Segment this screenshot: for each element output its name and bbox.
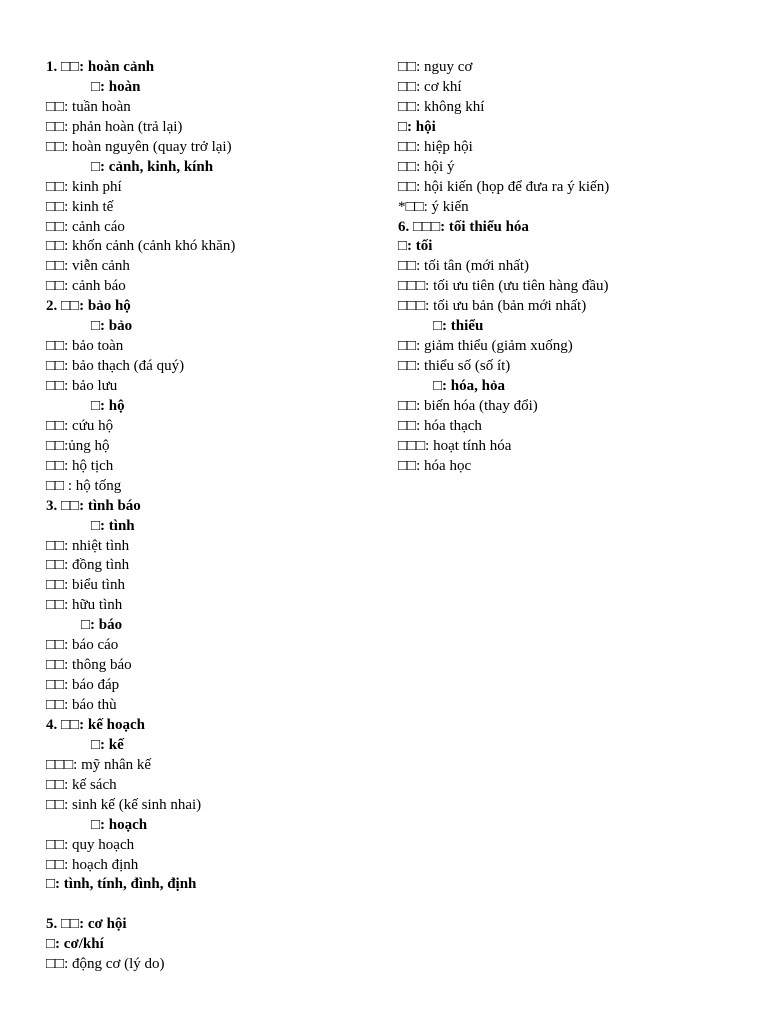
- vocab-entry: □□: tối tân (mới nhất): [398, 258, 530, 275]
- section-heading: □: hội: [398, 118, 436, 135]
- vocab-entry: □□ : hộ tống: [46, 477, 122, 494]
- vocab-entry: □□□: tối ưu tiên (ưu tiên hàng đầu): [398, 278, 609, 295]
- section-heading: 4. □□: kế hoạch: [46, 716, 145, 733]
- vocab-entry: □□: bảo thạch (đá quý): [46, 358, 185, 375]
- vocab-entry: □□: thông báo: [46, 657, 132, 674]
- section-heading: □: cơ/khí: [46, 936, 104, 953]
- right-column: [398, 58, 738, 477]
- section-heading: □: cảnh, kinh, kính: [91, 158, 214, 175]
- vocab-entry: □□□: hoạt tính hóa: [398, 437, 512, 454]
- section-heading: □: tình, tính, đình, định: [46, 876, 197, 893]
- vocab-entry: □□: hộ tịch: [46, 457, 114, 474]
- vocab-entry: □□: biểu tình: [46, 577, 125, 594]
- vocab-entry: □□: phản hoàn (trả lại): [46, 118, 183, 135]
- vocab-entry: □□: cơ khí: [398, 78, 462, 95]
- vocab-entry: □□: không khí: [398, 98, 485, 115]
- section-heading: 5. □□: cơ hội: [46, 916, 127, 933]
- vocab-entry: *□□: ý kiến: [398, 198, 469, 215]
- vocab-entry: □□□: mỹ nhân kế: [46, 756, 152, 773]
- vocab-entry: □□: nhiệt tình: [46, 537, 130, 554]
- section-heading: □: kế: [91, 736, 124, 753]
- vocab-entry: □□: tuần hoàn: [46, 98, 131, 115]
- section-heading: 2. □□: bảo hộ: [46, 298, 131, 315]
- section-heading: □: tối: [398, 238, 433, 255]
- vocab-entry: □□: cảnh cáo: [46, 218, 125, 235]
- vocab-entry: □□: bảo lưu: [46, 378, 118, 394]
- vocab-entry: □□□: tối ưu bản (bản mới nhất): [398, 298, 587, 315]
- vocab-entry: □□: nguy cơ: [398, 59, 473, 75]
- vocab-entry: □□: khốn cảnh (cảnh khó khăn): [46, 238, 236, 255]
- vocab-entry: □□: thiểu số (số ít): [398, 358, 511, 375]
- vocab-entry: □□: hoàn nguyên (quay trở lại): [46, 138, 232, 155]
- vocab-entry: □□: hoạch định: [46, 856, 139, 873]
- vocab-entry: □□: hiệp hội: [398, 138, 473, 155]
- vocab-entry: □□: quy hoạch: [46, 836, 135, 853]
- blank-line: [46, 895, 386, 915]
- vocab-entry: □□: báo đáp: [46, 677, 120, 694]
- section-heading: □: hóa, hỏa: [433, 378, 505, 394]
- left-column: [46, 58, 386, 975]
- section-heading: 6. □□□: tối thiểu hóa: [398, 218, 529, 235]
- vocab-entry: □□: hóa thạch: [398, 417, 482, 434]
- vocab-entry: □□: đồng tình: [46, 557, 130, 574]
- vocab-entry: □□: báo thù: [46, 697, 117, 713]
- vocab-entry: □□: kế sách: [46, 776, 117, 793]
- section-heading: □: hoàn: [91, 78, 141, 95]
- vocab-entry: □□: hội kiến (họp để đưa ra ý kiến): [398, 178, 610, 195]
- section-heading: □: thiểu: [433, 318, 484, 335]
- section-heading: □: báo: [81, 617, 123, 634]
- vocab-entry: □□: hữu tình: [46, 597, 123, 614]
- vocab-entry: □□: bảo toàn: [46, 338, 124, 355]
- vocab-entry: □□:ủng hộ: [46, 437, 110, 454]
- vocab-entry: □□: cảnh báo: [46, 278, 126, 295]
- section-heading: 3. □□: tình báo: [46, 497, 141, 514]
- vocab-entry: □□: động cơ (lý do): [46, 956, 165, 973]
- vocab-entry: □□: hóa học: [398, 457, 472, 474]
- section-heading: □: tình: [91, 517, 135, 534]
- vocab-entry: □□: sinh kế (kế sinh nhai): [46, 796, 202, 813]
- section-heading: □: hoạch: [91, 816, 148, 833]
- section-heading: □: hộ: [91, 397, 125, 414]
- section-heading: 1. □□: hoàn cảnh: [46, 59, 155, 75]
- vocab-entry: □□: giảm thiểu (giảm xuống): [398, 338, 573, 355]
- section-heading: □: bảo: [91, 318, 133, 335]
- vocab-entry: □□: biến hóa (thay đổi): [398, 397, 538, 414]
- vocab-entry: □□: viễn cảnh: [46, 258, 130, 275]
- vocab-entry: □□: cứu hộ: [46, 417, 114, 434]
- vocab-entry: □□: kinh tế: [46, 198, 114, 215]
- vocab-entry: □□: kinh phí: [46, 178, 122, 195]
- vocab-entry: □□: hội ý: [398, 158, 455, 175]
- vocab-entry: □□: báo cáo: [46, 637, 119, 654]
